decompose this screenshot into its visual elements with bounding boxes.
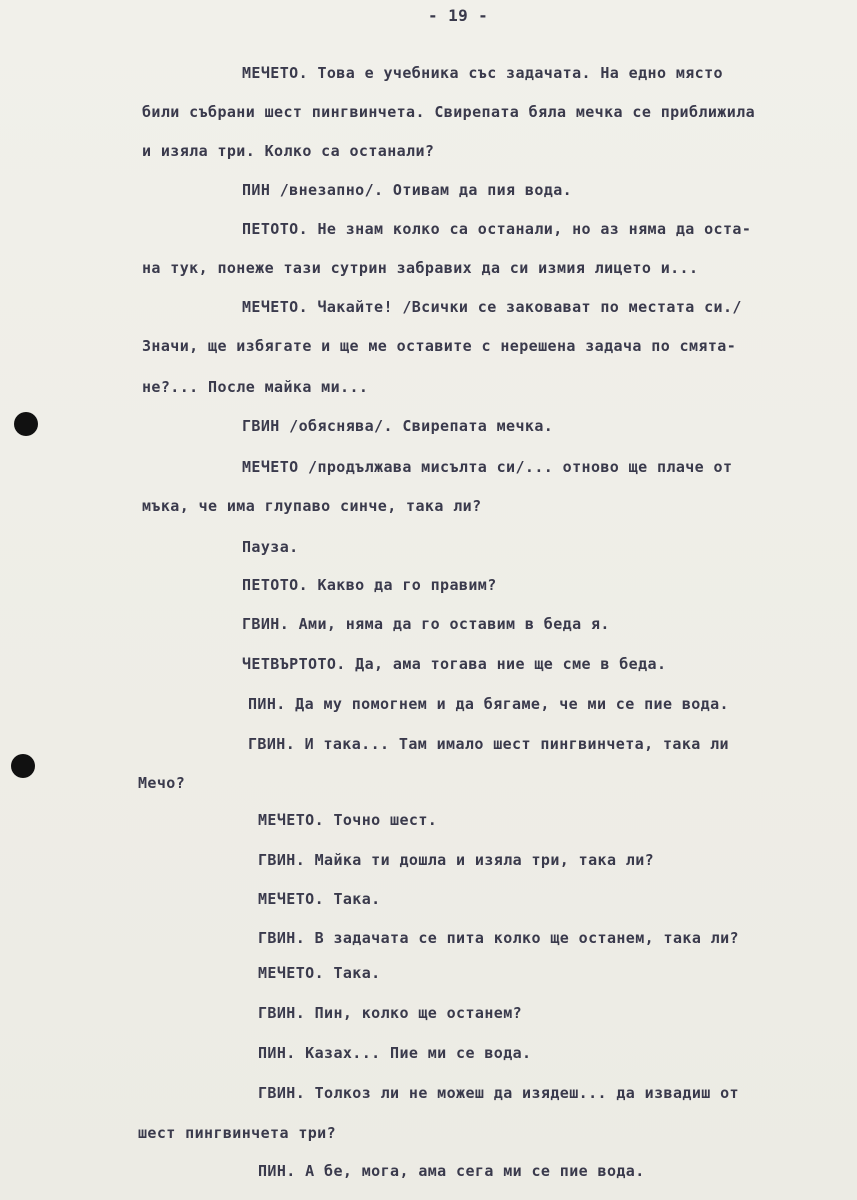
text-line: ЧЕТВЪРТОТО. Да, ама тогава ние ще сме в беда. xyxy=(242,655,667,673)
text-line: МЕЧЕТО /продължава мисълта си/... отново ще плаче от xyxy=(242,458,733,476)
text-line: на тук, понеже тази сутрин забравих да си измия лицето и... xyxy=(142,259,699,277)
text-line: шест пингвинчета три? xyxy=(138,1124,337,1142)
text-line: ПИН /внезапно/. Отивам да пия вода. xyxy=(242,181,573,199)
text-line: Пауза. xyxy=(242,538,299,556)
text-line: ПЕТОТО. Не знам колко са останали, но аз няма да оста- xyxy=(242,220,752,238)
text-line: ГВИН. Ами, няма да го оставим в беда я. xyxy=(242,615,610,633)
text-line: ГВИН. В задачата се пита колко ще останем, така ли? xyxy=(258,929,739,947)
text-line: и изяла три. Колко са останали? xyxy=(142,142,435,160)
page-number: - 19 - xyxy=(428,6,489,25)
text-line: ГВИН. И така... Там имало шест пингвинчета, така ли xyxy=(248,735,729,753)
text-line: МЕЧЕТО. Това е учебника със задачата. На едно място xyxy=(242,64,723,82)
text-line: ПЕТОТО. Какво да го правим? xyxy=(242,576,497,594)
text-line: ГВИН. Майка ти дошла и изяла три, така ли? xyxy=(258,851,655,869)
binder-hole-top xyxy=(14,412,38,436)
text-line: МЕЧЕТО. Чакайте! /Всички се заковават по местата си./ xyxy=(242,298,742,316)
text-line: ПИН. Да му помогнем и да бягаме, че ми се пие вода. xyxy=(248,695,729,713)
text-line: мъка, че има глупаво синче, така ли? xyxy=(142,497,482,515)
text-line: ПИН. Казах... Пие ми се вода. xyxy=(258,1044,532,1062)
binder-hole-bottom xyxy=(11,754,35,778)
text-line: ГВИН /обяснява/. Свирепата мечка. xyxy=(242,417,554,435)
text-line: МЕЧЕТО. Точно шест. xyxy=(258,811,438,829)
text-line: МЕЧЕТО. Така. xyxy=(258,964,381,982)
text-line: ПИН. А бе, мога, ама сега ми се пие вода. xyxy=(258,1162,645,1180)
text-line: били събрани шест пингвинчета. Свирепата бяла мечка се приближила xyxy=(142,103,755,121)
text-line: Значи, ще избягате и ще ме оставите с нерешена задача по смята- xyxy=(142,337,737,355)
text-line: Мечо? xyxy=(138,774,186,792)
text-line: ГВИН. Толкоз ли не можеш да изядеш... да извадиш от xyxy=(258,1084,739,1102)
text-line: МЕЧЕТО. Така. xyxy=(258,890,381,908)
text-line: ГВИН. Пин, колко ще останем? xyxy=(258,1004,523,1022)
text-line: не?... После майка ми... xyxy=(142,378,369,396)
